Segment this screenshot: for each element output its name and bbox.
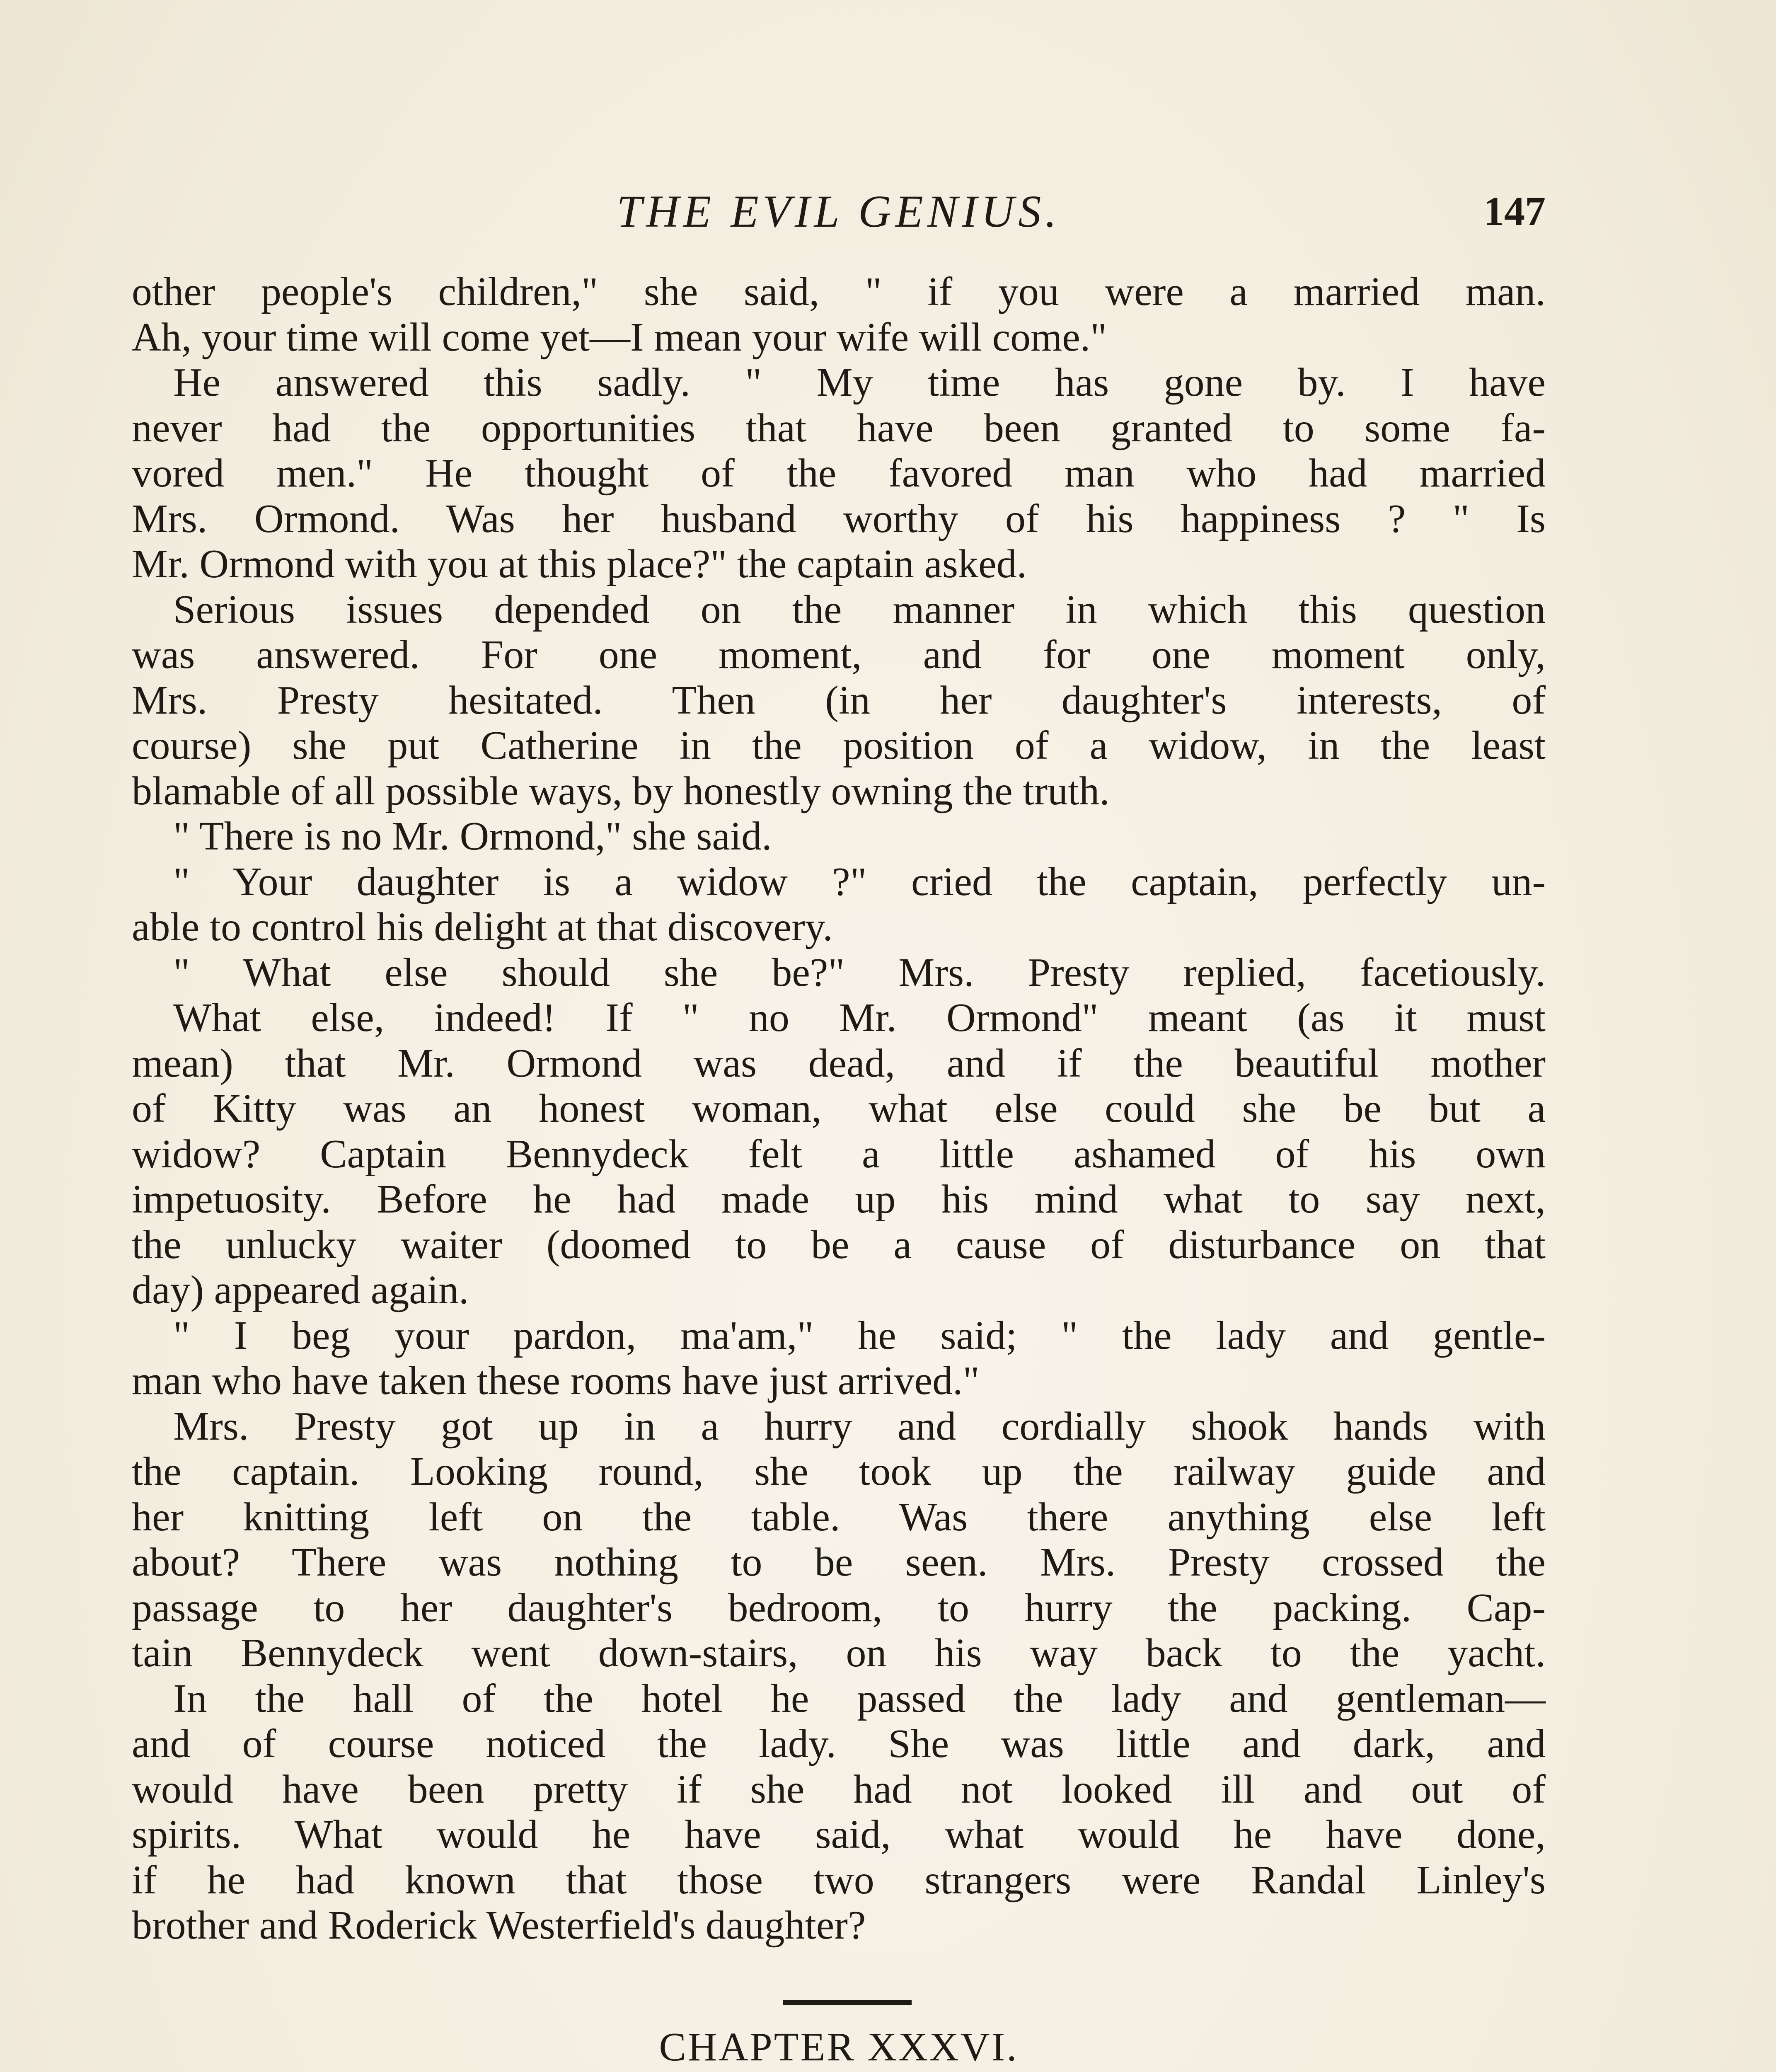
body-line: Mrs. Presty hesitated. Then (in her daughter's interests, of — [132, 678, 1546, 723]
body-line: mean) that Mr. Ormond was dead, and if the beautiful mother — [132, 1041, 1546, 1086]
body-line: other people's children," she said, " if you were a married man. — [132, 269, 1546, 314]
chapter-divider — [783, 2000, 912, 2005]
body-line: " Your daughter is a widow ?" cried the captain, perfectly un- — [173, 859, 1546, 904]
body-line: Mrs. Ormond. Was her husband worthy of his happiness ? " Is — [132, 496, 1546, 541]
body-line: widow? Captain Bennydeck felt a little ashamed of his own — [132, 1131, 1546, 1176]
body-line: the unlucky waiter (doomed to be a cause of disturbance on that — [132, 1222, 1546, 1267]
running-head — [132, 182, 1546, 240]
body-line: Serious issues depended on the manner in which this question — [173, 587, 1546, 632]
body-line: passage to her daughter's bedroom, to hurry the packing. Cap- — [132, 1585, 1546, 1630]
body-line: able to control his delight at that discovery. — [132, 905, 833, 949]
body-line: Mr. Ormond with you at this place?" the captain asked. — [132, 542, 1027, 586]
body-line: He answered this sadly. " My time has gone by. I have — [173, 360, 1546, 405]
body-line: brother and Roderick Westerfield's daughter? — [132, 1903, 866, 1948]
body-line: In the hall of the hotel he passed the lady and gentleman— — [173, 1676, 1546, 1721]
body-line: blamable of all possible ways, by honestly owning the truth. — [132, 768, 1110, 813]
body-line: would have been pretty if she had not looked ill and out of — [132, 1767, 1546, 1812]
body-line: Ah, your time will come yet—I mean your wife will come." — [132, 315, 1107, 360]
body-line: man who have taken these rooms have just arrived." — [132, 1358, 980, 1403]
body-line: vored men." He thought of the favored man who had married — [132, 451, 1546, 496]
body-line: if he had known that those two strangers were Randal Linley's — [132, 1857, 1546, 1903]
body-line: spirits. What would he have said, what would he have done, — [132, 1812, 1546, 1857]
body-line: course) she put Catherine in the position of a widow, in the least — [132, 723, 1546, 768]
body-line: her knitting left on the table. Was there anything else left — [132, 1494, 1546, 1539]
body-line: the captain. Looking round, she took up the railway guide and — [132, 1449, 1546, 1494]
body-line: What else, indeed! If " no Mr. Ormond" meant (as it must — [173, 995, 1546, 1040]
running-title: THE EVIL GENIUS. — [617, 186, 1061, 237]
chapter-title: CHAPTER XXXVI. — [659, 2025, 1019, 2070]
page-number: 147 — [1483, 188, 1546, 234]
body-line: " There is no Mr. Ormond," she said. — [173, 814, 772, 859]
body-line: Mrs. Presty got up in a hurry and cordially shook hands with — [173, 1404, 1546, 1449]
body-line: day) appeared again. — [132, 1268, 469, 1312]
body-line: about? There was nothing to be seen. Mrs. Presty crossed the — [132, 1540, 1546, 1585]
body-text — [132, 269, 1546, 1949]
body-line: " What else should she be?" Mrs. Presty replied, facetiously. — [173, 950, 1546, 995]
body-line: never had the opportunities that have been granted to some fa- — [132, 405, 1546, 450]
body-line: tain Bennydeck went down-stairs, on his way back to the yacht. — [132, 1631, 1546, 1675]
body-line: of Kitty was an honest woman, what else could she be but a — [132, 1086, 1546, 1131]
body-line: was answered. For one moment, and for one moment only, — [132, 632, 1546, 677]
body-line: and of course noticed the lady. She was little and dark, and — [132, 1721, 1546, 1766]
body-line: " I beg your pardon, ma'am," he said; " the lady and gentle- — [173, 1313, 1546, 1358]
body-line: impetuosity. Before he had made up his mind what to say next, — [132, 1177, 1546, 1222]
